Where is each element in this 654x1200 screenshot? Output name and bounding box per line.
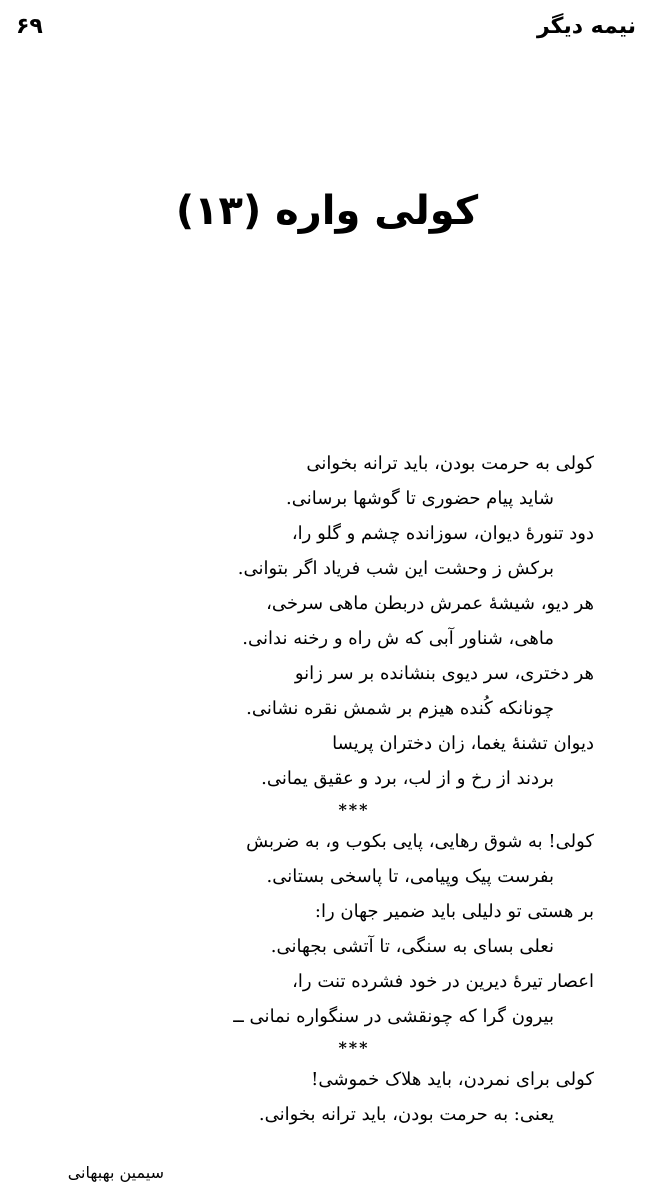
poem-line: هر دیو، شیشهٔ عمرش دربطن ماهی سرخی، <box>266 593 594 614</box>
poem-title: کولی واره (۱۳) <box>175 188 479 234</box>
poem-line: دود تنورهٔ دیوان، سوزانده چشم و گلو را، <box>291 523 594 544</box>
poem-line: شاید پیام حضوری تا گوشها برسانی. <box>286 488 554 509</box>
poem-line: کولی! به شوق رهایی، پایی بکوب و، به ضربش <box>246 831 594 852</box>
poem-line: یعنی: به حرمت بودن، باید ترانه بخوانی. <box>258 1104 554 1125</box>
poem-line: ماهی، شناور آبی که ش راه و رخنه ندانی. <box>242 628 554 649</box>
poem-line: کولی برای نمردن، باید هلاک خموشی! <box>311 1069 594 1090</box>
poem-line: اعصار تیرهٔ دیرین در خود فشرده تنت را، <box>292 971 594 992</box>
stanza-separator: *** <box>338 1038 370 1057</box>
page-number: ۶۹ <box>16 14 43 39</box>
poem-body <box>144 446 594 1132</box>
poem-line: کولی به حرمت بودن، باید ترانه بخوانی <box>306 453 594 474</box>
poem-line: بفرست پیک وپیامی، تا پاسخی بستانی. <box>266 866 554 887</box>
poem-line: چونانکه کُنده هیزم بر شمش نقره نشانی. <box>246 698 554 719</box>
author-signature: سیمین بهبهانی <box>67 1163 164 1182</box>
poem-line: بیرون گرا که چونقشی در سنگواره نمانی ــ <box>233 1006 554 1027</box>
stanza-separator: *** <box>338 800 370 819</box>
poem-line: دیوان تشنهٔ یغما، زان دختران پریسا <box>332 733 594 754</box>
running-title: نیمه دیگر <box>536 14 636 39</box>
poem-line: بر هستی تو دلیلی باید ضمیر جهان را: <box>314 901 594 922</box>
poem-line: نعلی بسای به سنگی، تا آتشی بجهانی. <box>270 936 554 957</box>
poem-line: برکش ز وحشت این شب فریاد اگر بتوانی. <box>237 558 554 579</box>
poem-line: بردند از رخ و از لب، برد و عقیق یمانی. <box>261 768 554 789</box>
poem-line: هر دختری، سر دیوی بنشانده بر سر زانو <box>294 663 594 684</box>
